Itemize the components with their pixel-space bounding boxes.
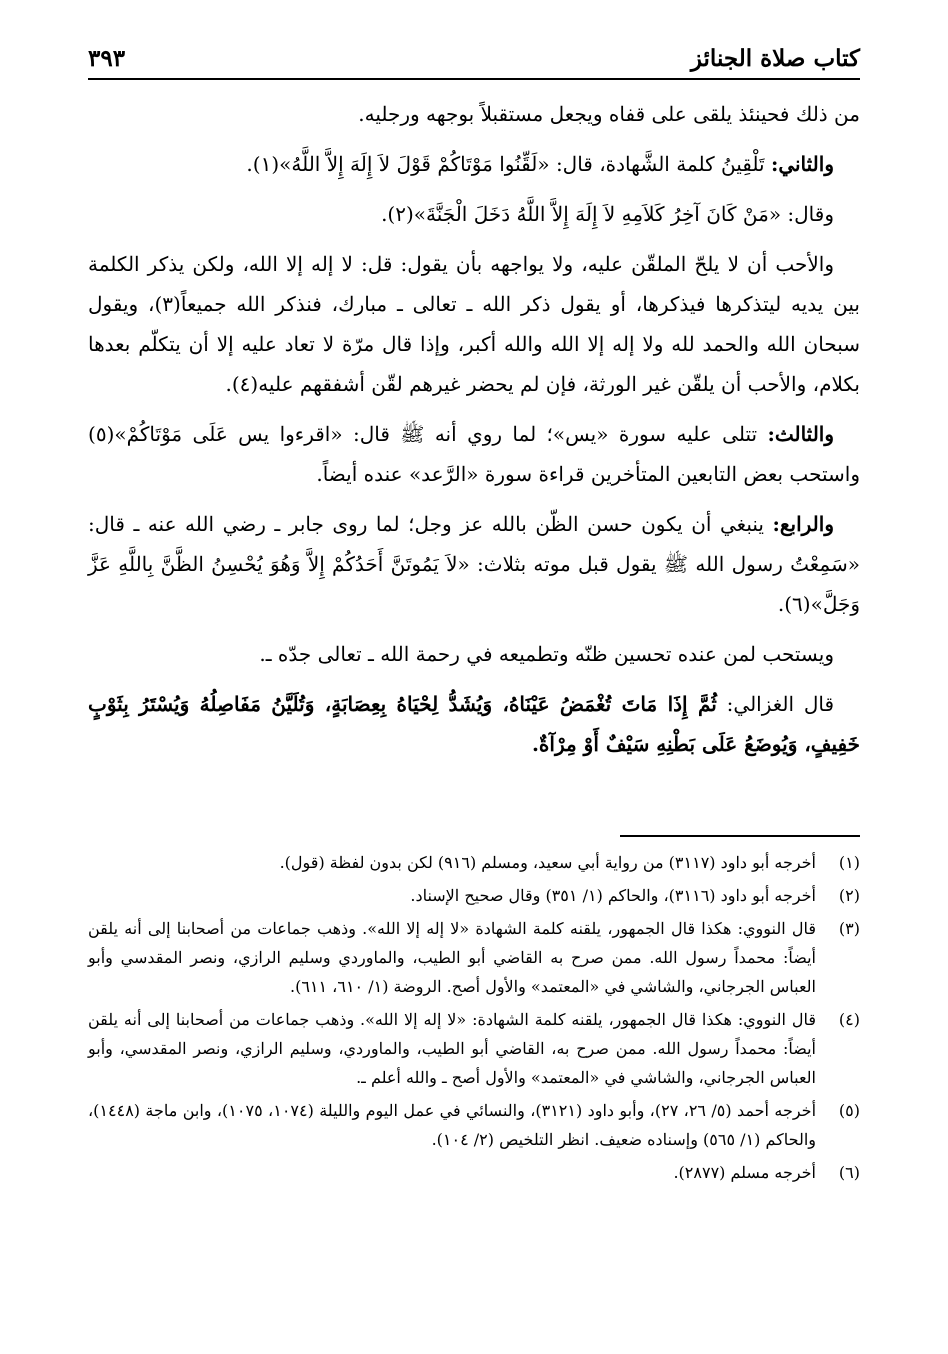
page-number: ٣٩٣ (88, 45, 126, 72)
quoted-text: ثُمَّ إِذَا مَاتَ تُغْمَضُ عَيْنَاهُ، وَيُشَدُّ لِحْيَاهُ بِعِصَابَةٍ، وَتُلَيَّنُ مَفَاصِلُهُ وَيُسْتَرُ بِثَوْبٍ خَفِيفٍ، وَيُوضَعُ عَلَى بَطْنِهِ سَيْفٌ أَوْ مِرْآةٌ. (88, 692, 860, 756)
paragraph (88, 244, 860, 404)
footnote (88, 914, 860, 1001)
paragraph (88, 94, 860, 134)
paragraph (88, 194, 860, 234)
page-header (88, 32, 860, 72)
main-text (88, 94, 860, 774)
footnote (88, 1096, 860, 1154)
footnote-rule (620, 835, 860, 837)
paragraph (88, 684, 860, 764)
paragraph (88, 144, 860, 184)
running-title: كتاب صلاة الجنائز (690, 45, 860, 72)
paragraph (88, 634, 860, 674)
paragraph-text: تَلْقِينُ كلمة الشَّهادة، قال: «لَقِّنُوا مَوْتَاكُمْ قَوْلَ لاَ إِلَهَ إِلاَّ اللَّهُ»(١). (246, 152, 765, 176)
section-lead: والرابع: (772, 512, 834, 536)
footnote-text: قال النووي: هكذا قال الجمهور، يلقنه كلمة الشهادة «لا إله إلا الله». وذهب جماعات من أصحابنا إلى أنه يلقن أيضاً: محمداً رسول الله. ممن صرح به القاضي أبو الطيب، والماوردي وسليم الرازي، ونصر المقدسي وأبو العباس الجرجاني، والشاشي في «المعتمد» والأول أصح. الروضة (١/ ٦١٠، ٦١١). (88, 919, 816, 996)
paragraph-text: من ذلك فحينئذ يلقى على قفاه ويجعل مستقبلاً بوجهه ورجليه. (358, 102, 860, 126)
footnote-number: (٣) (838, 919, 860, 938)
footnote-text: أخرجه أحمد (٥/ ٢٦، ٢٧)، وأبو داود (٣١٢١)، والنسائي في عمل اليوم والليلة (١٠٧٤، ١٠٧٥)، وابن ماجة (١٤٤٨)، والحاكم (١/ ٥٦٥) وإسناده ضعيف. انظر التلخيص (٢/ ١٠٤). (88, 1101, 817, 1149)
paragraph-text: تتلى عليه سورة «يس»؛ لما روي أنه ﷺ قال: «اقرءوا يس عَلَى مَوْتَاكُمْ»(٥) واستحب بعض التابعين المتأخرين قراءة سورة «الرَّعد» عنده أيضاً. (88, 422, 860, 486)
paragraph-text: والأحب أن لا يلحّ الملقّن عليه، ولا يواجهه بأن يقول: قل: لا إله إلا الله، ولكن يذكر الكلمة بين يديه ليتذكرها فيذكرها، أو يقول ذكر الله ـ تعالى ـ مبارك، فنذكر الله جميعاً(٣)، ويقول سبحان الله والحمد لله ولا إله إلا الله والله أكبر، وإذا قال مرّة لا تعاد عليه إلا أن يتكلّم بعدها بكلام، والأحب أن يلقّن غير الورثة، فإن لم يحضر غيرهم لقّن أشفقهم عليه(٤). (88, 252, 860, 396)
paragraph (88, 414, 860, 494)
footnote-number: (١) (838, 853, 860, 872)
footnote (88, 1158, 860, 1187)
footnote (88, 881, 860, 910)
footnote-number: (٥) (838, 1101, 860, 1120)
footnote-number: (٤) (838, 1010, 860, 1029)
paragraph-text: ويستحب لمن عنده تحسين ظنّه وتطميعه في رحمة الله ـ تعالى جدّه ـ. (259, 642, 834, 666)
paragraph-text: ينبغي أن يكون حسن الظّن بالله عز وجل؛ لما روى جابر ـ رضي الله عنه ـ قال: «سَمِعْتُ رسول الله ﷺ يقول قبل موته بثلاث: «لاَ يَمُوتَنَّ أَحَدُكُمْ إِلاَّ وَهُوَ يُحْسِنُ الظَّنَّ بِاللَّهِ عَزَّ وَجَلَّ»(٦). (88, 512, 860, 616)
quote-intro: قال الغزالي: (726, 692, 835, 716)
footnote-text: أخرجه أبو داود (٣١١٦)، والحاكم (١/ ٣٥١) وقال صحيح الإسناد. (410, 886, 816, 905)
footnote-text: أخرجه مسلم (٢٨٧٧). (673, 1163, 816, 1182)
paragraph (88, 504, 860, 624)
footnote-number: (٢) (838, 886, 860, 905)
footnotes (88, 848, 860, 1191)
footnote (88, 848, 860, 877)
section-lead: والثالث: (767, 422, 835, 446)
section-lead: والثاني: (770, 152, 834, 176)
footnote-number: (٦) (838, 1163, 860, 1182)
footnote (88, 1005, 860, 1092)
header-rule (88, 78, 860, 80)
paragraph-text: وقال: «مَنْ كَانَ آخِرُ كَلاَمِهِ لاَ إِلَهَ إِلاَّ اللَّهُ دَخَلَ الْجَنَّةَ»(٢). (381, 202, 834, 226)
footnote-text: قال النووي: هكذا قال الجمهور، يلقنه كلمة الشهادة: «لا إله إلا الله». وذهب جماعات من أصحابنا إلى أنه يلقن أيضاً: محمداً رسول الله. ممن صرح به، القاضي أبو الطيب، والماوردي، وسليم الرازي، ونصر المقدسي، وأبو العباس الجرجاني، والشاشي في «المعتمد» والأول أصح ـ والله أعلم ـ. (88, 1010, 816, 1087)
footnote-text: أخرجه أبو داود (٣١١٧) من رواية أبي سعيد، ومسلم (٩١٦) لكن بدون لفظة (قول). (279, 853, 816, 872)
